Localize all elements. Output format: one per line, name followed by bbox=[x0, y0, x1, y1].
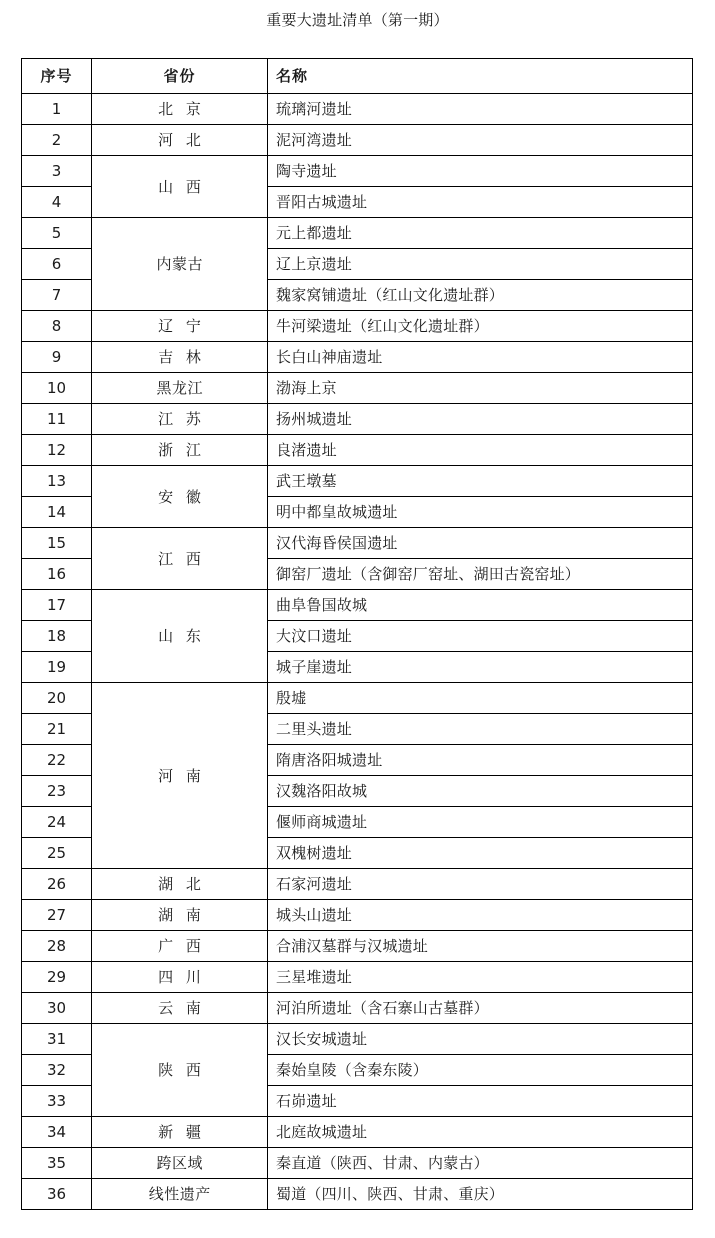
table-row bbox=[22, 1148, 693, 1179]
province-label: 广 西 bbox=[158, 937, 205, 955]
cell-site-name bbox=[268, 683, 693, 714]
cell-site-name bbox=[268, 249, 693, 280]
province-label: 河 北 bbox=[158, 131, 205, 149]
cell-province bbox=[92, 156, 268, 218]
province-label: 安 徽 bbox=[158, 487, 205, 506]
table-row bbox=[22, 125, 693, 156]
site-name-label: 曲阜鲁国故城 bbox=[276, 596, 368, 614]
cell-site-name bbox=[268, 900, 693, 931]
site-name-label: 二里头遗址 bbox=[276, 720, 353, 738]
site-name-label: 汉长安城遗址 bbox=[276, 1030, 368, 1048]
province-label: 黑龙江 bbox=[156, 379, 203, 397]
cell-province bbox=[92, 1024, 268, 1117]
table-row bbox=[22, 1179, 693, 1210]
cell-site-name bbox=[268, 714, 693, 745]
cell-site-name bbox=[268, 156, 693, 187]
cell-index: 1 bbox=[22, 94, 92, 125]
site-name-label: 元上都遗址 bbox=[276, 224, 353, 242]
cell-site-name bbox=[268, 435, 693, 466]
province-label: 河 南 bbox=[158, 766, 205, 785]
site-name-label: 秦始皇陵（含秦东陵） bbox=[276, 1061, 429, 1079]
table-row bbox=[22, 962, 693, 993]
table-row bbox=[22, 94, 693, 125]
table-header bbox=[22, 59, 693, 94]
cell-index: 7 bbox=[22, 280, 92, 311]
cell-province bbox=[92, 342, 268, 373]
cell-province bbox=[92, 993, 268, 1024]
site-name-label: 辽上京遗址 bbox=[276, 255, 353, 273]
site-name-label: 北庭故城遗址 bbox=[276, 1123, 368, 1141]
province-label: 云 南 bbox=[158, 999, 205, 1017]
cell-index: 17 bbox=[22, 590, 92, 621]
cell-index: 21 bbox=[22, 714, 92, 745]
cell-index: 2 bbox=[22, 125, 92, 156]
cell-province bbox=[92, 931, 268, 962]
cell-site-name bbox=[268, 1055, 693, 1086]
cell-site-name bbox=[268, 311, 693, 342]
province-label: 山 东 bbox=[158, 627, 205, 645]
site-name-label: 汉魏洛阳故城 bbox=[276, 782, 368, 800]
cell-site-name bbox=[268, 497, 693, 528]
cell-index: 30 bbox=[22, 993, 92, 1024]
province-label: 北 京 bbox=[158, 100, 205, 118]
site-name-label: 偃师商城遗址 bbox=[276, 813, 368, 831]
cell-site-name bbox=[268, 125, 693, 156]
cell-site-name bbox=[268, 1024, 693, 1055]
province-label: 江 苏 bbox=[158, 410, 205, 428]
table-row bbox=[22, 435, 693, 466]
cell-province bbox=[92, 435, 268, 466]
cell-site-name bbox=[268, 528, 693, 559]
cell-index: 20 bbox=[22, 683, 92, 714]
cell-site-name bbox=[268, 1086, 693, 1117]
province-label: 四 川 bbox=[158, 968, 205, 986]
cell-province bbox=[92, 962, 268, 993]
table-row bbox=[22, 404, 693, 435]
cell-site-name bbox=[268, 559, 693, 590]
site-name-label: 隋唐洛阳城遗址 bbox=[276, 751, 383, 769]
cell-province bbox=[92, 1179, 268, 1210]
site-name-label: 合浦汉墓群与汉城遗址 bbox=[276, 937, 429, 955]
table-row bbox=[22, 900, 693, 931]
cell-site-name bbox=[268, 342, 693, 373]
table-row bbox=[22, 1117, 693, 1148]
table-row bbox=[22, 993, 693, 1024]
column-header-province: 省份 bbox=[92, 59, 268, 94]
cell-index: 11 bbox=[22, 404, 92, 435]
cell-index: 27 bbox=[22, 900, 92, 931]
cell-site-name bbox=[268, 652, 693, 683]
site-name-label: 河泊所遗址（含石寨山古墓群） bbox=[276, 999, 489, 1017]
cell-province bbox=[92, 1148, 268, 1179]
cell-site-name bbox=[268, 590, 693, 621]
cell-index: 6 bbox=[22, 249, 92, 280]
cell-index: 18 bbox=[22, 621, 92, 652]
province-label: 山 西 bbox=[158, 177, 205, 196]
province-label: 线性遗产 bbox=[148, 1185, 211, 1203]
site-name-label: 城头山遗址 bbox=[276, 906, 353, 924]
cell-index: 31 bbox=[22, 1024, 92, 1055]
province-label: 江 西 bbox=[158, 549, 205, 568]
table-header-row bbox=[22, 59, 693, 94]
cell-site-name bbox=[268, 1179, 693, 1210]
cell-site-name bbox=[268, 1148, 693, 1179]
cell-index: 33 bbox=[22, 1086, 92, 1117]
site-name-label: 泥河湾遗址 bbox=[276, 131, 353, 149]
cell-site-name bbox=[268, 1117, 693, 1148]
site-name-label: 武王墩墓 bbox=[276, 472, 337, 490]
site-name-label: 御窑厂遗址（含御窑厂窑址、湖田古瓷窑址） bbox=[276, 565, 581, 583]
site-name-label: 渤海上京 bbox=[276, 379, 337, 397]
cell-province bbox=[92, 900, 268, 931]
cell-site-name bbox=[268, 94, 693, 125]
cell-site-name bbox=[268, 187, 693, 218]
cell-site-name bbox=[268, 745, 693, 776]
cell-province bbox=[92, 218, 268, 311]
heritage-site-table-wrapper bbox=[21, 58, 692, 1210]
heritage-site-table bbox=[21, 58, 693, 1210]
province-label: 湖 北 bbox=[158, 875, 205, 893]
cell-index: 32 bbox=[22, 1055, 92, 1086]
table-row bbox=[22, 466, 693, 497]
table-row bbox=[22, 683, 693, 714]
cell-site-name bbox=[268, 280, 693, 311]
province-label: 陕 西 bbox=[158, 1061, 205, 1079]
cell-province bbox=[92, 869, 268, 900]
cell-site-name bbox=[268, 776, 693, 807]
cell-index: 5 bbox=[22, 218, 92, 249]
site-name-label: 魏家窝铺遗址（红山文化遗址群） bbox=[276, 286, 505, 304]
column-header-name: 名称 bbox=[268, 59, 693, 94]
cell-index: 35 bbox=[22, 1148, 92, 1179]
cell-province bbox=[92, 466, 268, 528]
cell-index: 24 bbox=[22, 807, 92, 838]
cell-index: 15 bbox=[22, 528, 92, 559]
cell-province bbox=[92, 94, 268, 125]
table-row bbox=[22, 528, 693, 559]
site-name-label: 秦直道（陕西、甘肃、内蒙古） bbox=[276, 1154, 489, 1172]
province-label: 吉 林 bbox=[158, 348, 205, 366]
cell-province bbox=[92, 125, 268, 156]
site-name-label: 明中都皇故城遗址 bbox=[276, 503, 398, 521]
cell-index: 36 bbox=[22, 1179, 92, 1210]
cell-site-name bbox=[268, 373, 693, 404]
table-row bbox=[22, 931, 693, 962]
site-name-label: 殷墟 bbox=[276, 689, 307, 707]
cell-index: 14 bbox=[22, 497, 92, 528]
table-row bbox=[22, 311, 693, 342]
cell-province bbox=[92, 1117, 268, 1148]
cell-site-name bbox=[268, 404, 693, 435]
cell-index: 4 bbox=[22, 187, 92, 218]
cell-province bbox=[92, 373, 268, 404]
site-name-label: 牛河梁遗址（红山文化遗址群） bbox=[276, 317, 489, 335]
cell-site-name bbox=[268, 869, 693, 900]
cell-index: 29 bbox=[22, 962, 92, 993]
cell-site-name bbox=[268, 621, 693, 652]
table-row bbox=[22, 1024, 693, 1055]
cell-index: 26 bbox=[22, 869, 92, 900]
table-row bbox=[22, 342, 693, 373]
site-name-label: 汉代海昏侯国遗址 bbox=[276, 534, 398, 552]
cell-index: 25 bbox=[22, 838, 92, 869]
table-body bbox=[22, 94, 693, 1210]
cell-index: 22 bbox=[22, 745, 92, 776]
cell-index: 34 bbox=[22, 1117, 92, 1148]
site-name-label: 蜀道（四川、陕西、甘肃、重庆） bbox=[276, 1185, 505, 1203]
cell-province bbox=[92, 311, 268, 342]
cell-index: 23 bbox=[22, 776, 92, 807]
column-header-index: 序号 bbox=[22, 59, 92, 94]
cell-index: 13 bbox=[22, 466, 92, 497]
cell-site-name bbox=[268, 838, 693, 869]
site-name-label: 陶寺遗址 bbox=[276, 162, 337, 180]
cell-index: 8 bbox=[22, 311, 92, 342]
cell-site-name bbox=[268, 962, 693, 993]
cell-province bbox=[92, 590, 268, 683]
site-name-label: 良渚遗址 bbox=[276, 441, 337, 459]
cell-site-name bbox=[268, 993, 693, 1024]
site-name-label: 晋阳古城遗址 bbox=[276, 193, 368, 211]
page-title: 重要大遗址清单（第一期） bbox=[266, 11, 449, 29]
site-name-label: 琉璃河遗址 bbox=[276, 100, 353, 118]
province-label: 浙 江 bbox=[158, 441, 205, 459]
site-name-label: 城子崖遗址 bbox=[276, 658, 353, 676]
cell-index: 3 bbox=[22, 156, 92, 187]
site-name-label: 扬州城遗址 bbox=[276, 410, 353, 428]
cell-index: 16 bbox=[22, 559, 92, 590]
cell-province bbox=[92, 404, 268, 435]
site-name-label: 双槐树遗址 bbox=[276, 844, 353, 862]
table-row bbox=[22, 218, 693, 249]
province-label: 湖 南 bbox=[158, 906, 205, 924]
table-row bbox=[22, 590, 693, 621]
table-row bbox=[22, 869, 693, 900]
table-row bbox=[22, 156, 693, 187]
cell-province bbox=[92, 683, 268, 869]
cell-index: 28 bbox=[22, 931, 92, 962]
province-label: 跨区域 bbox=[156, 1154, 203, 1172]
cell-site-name bbox=[268, 807, 693, 838]
province-label: 内蒙古 bbox=[156, 255, 203, 273]
cell-index: 9 bbox=[22, 342, 92, 373]
cell-index: 19 bbox=[22, 652, 92, 683]
cell-site-name bbox=[268, 466, 693, 497]
cell-index: 12 bbox=[22, 435, 92, 466]
site-name-label: 石家河遗址 bbox=[276, 875, 353, 893]
site-name-label: 三星堆遗址 bbox=[276, 968, 353, 986]
site-name-label: 大汶口遗址 bbox=[276, 627, 353, 645]
table-row bbox=[22, 373, 693, 404]
province-label: 新 疆 bbox=[158, 1123, 205, 1141]
cell-index: 10 bbox=[22, 373, 92, 404]
site-name-label: 长白山神庙遗址 bbox=[276, 348, 383, 366]
site-name-label: 石峁遗址 bbox=[276, 1092, 337, 1110]
cell-province bbox=[92, 528, 268, 590]
province-label: 辽 宁 bbox=[158, 317, 205, 335]
cell-site-name bbox=[268, 931, 693, 962]
cell-site-name bbox=[268, 218, 693, 249]
